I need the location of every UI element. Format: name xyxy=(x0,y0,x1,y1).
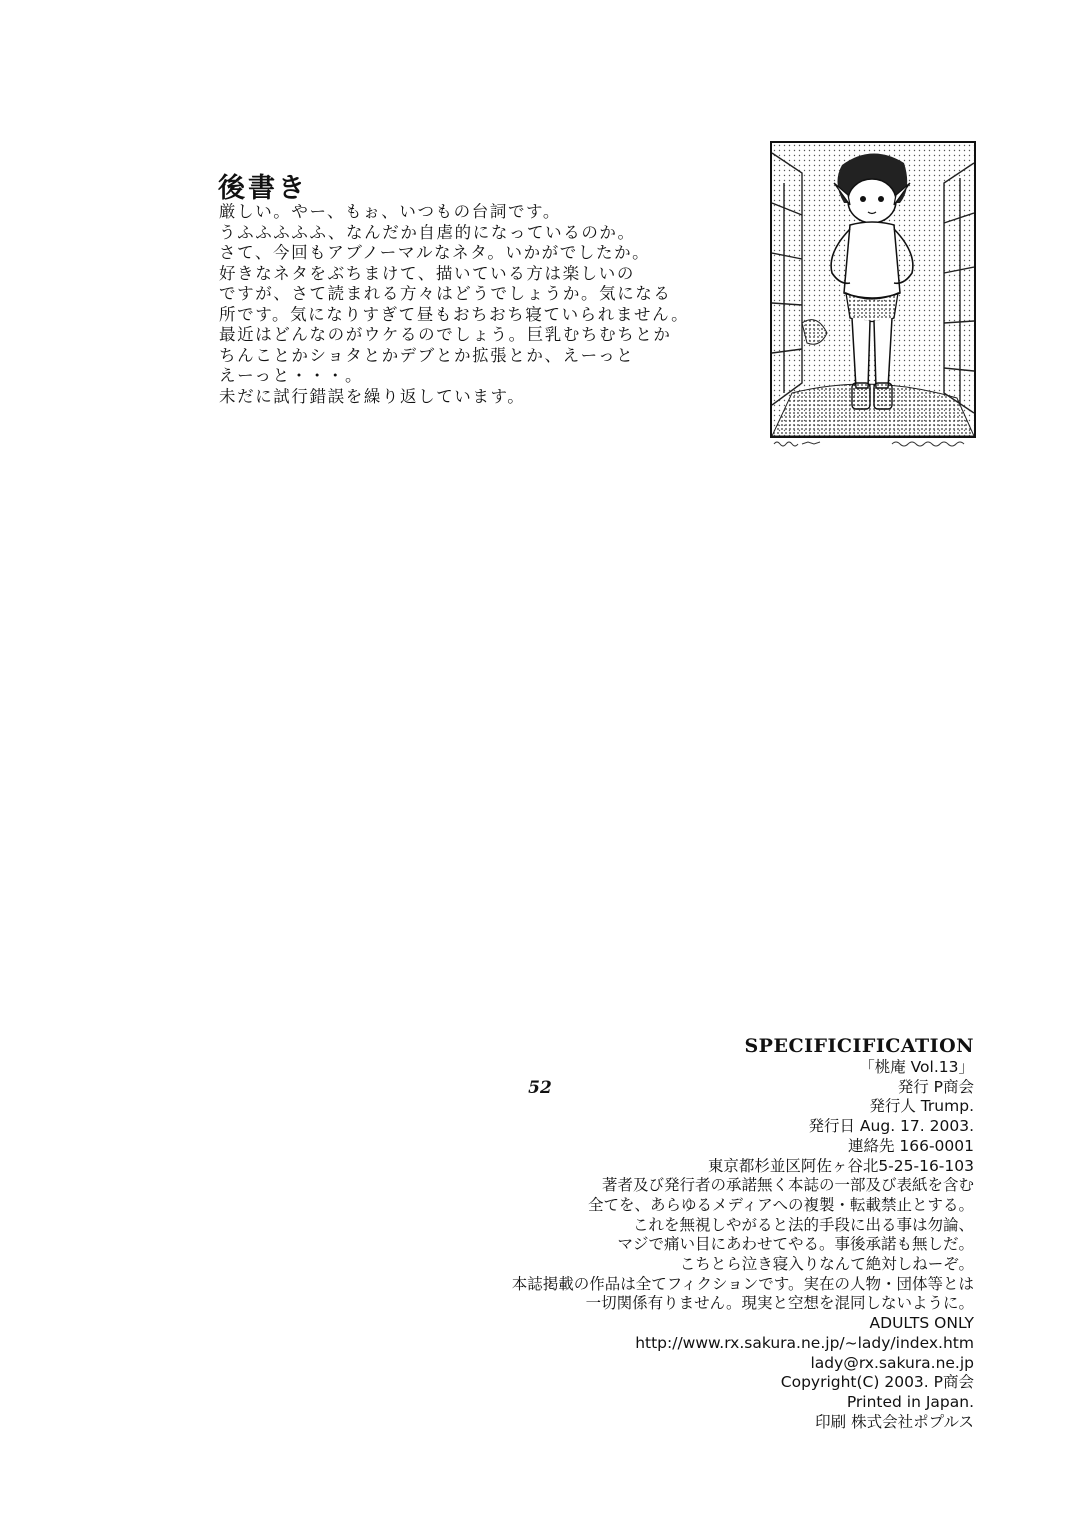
email-link[interactable]: lady@rx.sakura.ne.jp xyxy=(810,1353,974,1372)
spec-line: 発行人 Trump. xyxy=(869,1097,974,1116)
afterword-line: 厳しい。やー、もぉ、いつもの台詞です。 xyxy=(219,202,561,221)
afterword-line: 最近はどんなのがウケるのでしょう。巨乳むちむちとか xyxy=(219,325,672,344)
character-illustration xyxy=(770,141,976,438)
illustration-signature xyxy=(772,438,976,448)
spec-line: マジで痛い目にあわせてやる。事後承諾も無しだ。 xyxy=(617,1235,974,1254)
page-number: 52 xyxy=(528,1078,552,1098)
spec-line: 印刷 株式会社ポプルス xyxy=(815,1412,974,1431)
spec-line: 本誌掲載の作品は全てフィクションです。実在の人物・団体等とは xyxy=(511,1274,974,1293)
afterword-line: さて、今回もアブノーマルなネタ。いかがでしたか。 xyxy=(219,243,651,262)
specification-title: SPECIFICIFICATION xyxy=(744,1035,974,1057)
spec-line: 連絡先 166-0001 xyxy=(847,1136,974,1155)
spec-line: 一切関係有りません。現実と空想を混同しないように。 xyxy=(585,1294,974,1313)
spec-line: 発行日 Aug. 17. 2003. xyxy=(808,1117,974,1136)
afterword-line: うふふふふふ、なんだか自虐的になっているのか。 xyxy=(219,222,636,242)
illustration-drawing xyxy=(772,143,974,436)
spec-line: これを無視しやがると法的手段に出る事は勿論、 xyxy=(632,1215,974,1234)
spec-line: 著者及び発行者の承諾無く本誌の一部及び表紙を含む xyxy=(601,1176,974,1195)
spec-line: Printed in Japan. xyxy=(846,1392,974,1411)
afterword-line: 所です。気になりすぎて昼もおちおち寝ていられません。 xyxy=(219,304,690,324)
spec-line: Copyright(C) 2003. P商会 xyxy=(780,1373,974,1392)
spec-line: ADULTS ONLY xyxy=(869,1314,974,1333)
spec-line: 全てを、あらゆるメディアへの複製・転載禁止とする。 xyxy=(588,1195,974,1214)
spec-line: こちとら泣き寝入りなんて絶対しねーぞ。 xyxy=(679,1255,974,1274)
afterword-line: ちんことかショタとかデブとか拡張とか、えーっと xyxy=(219,345,635,365)
specification-block xyxy=(512,1035,974,1432)
afterword-body xyxy=(219,202,739,407)
afterword-line: えーっと・・・。 xyxy=(219,366,364,385)
spec-line: 「桃庵 Vol.13」 xyxy=(859,1058,974,1076)
url-link[interactable]: http://www.rx.sakura.ne.jp/~lady/index.htm xyxy=(635,1333,974,1352)
afterword-line: ですが、さて読まれる方々はどうでしょうか。気になる xyxy=(219,284,672,303)
afterword-line: 未だに試行錯誤を繰り返しています。 xyxy=(219,386,526,406)
spec-line: 発行 P商会 xyxy=(897,1077,974,1096)
spec-line: 東京都杉並区阿佐ヶ谷北5-25-16-103 xyxy=(707,1156,974,1175)
afterword-line: 好きなネタをぶちまけて、描いている方は楽しいの xyxy=(219,263,635,283)
afterword-title: 後書き xyxy=(218,173,308,204)
